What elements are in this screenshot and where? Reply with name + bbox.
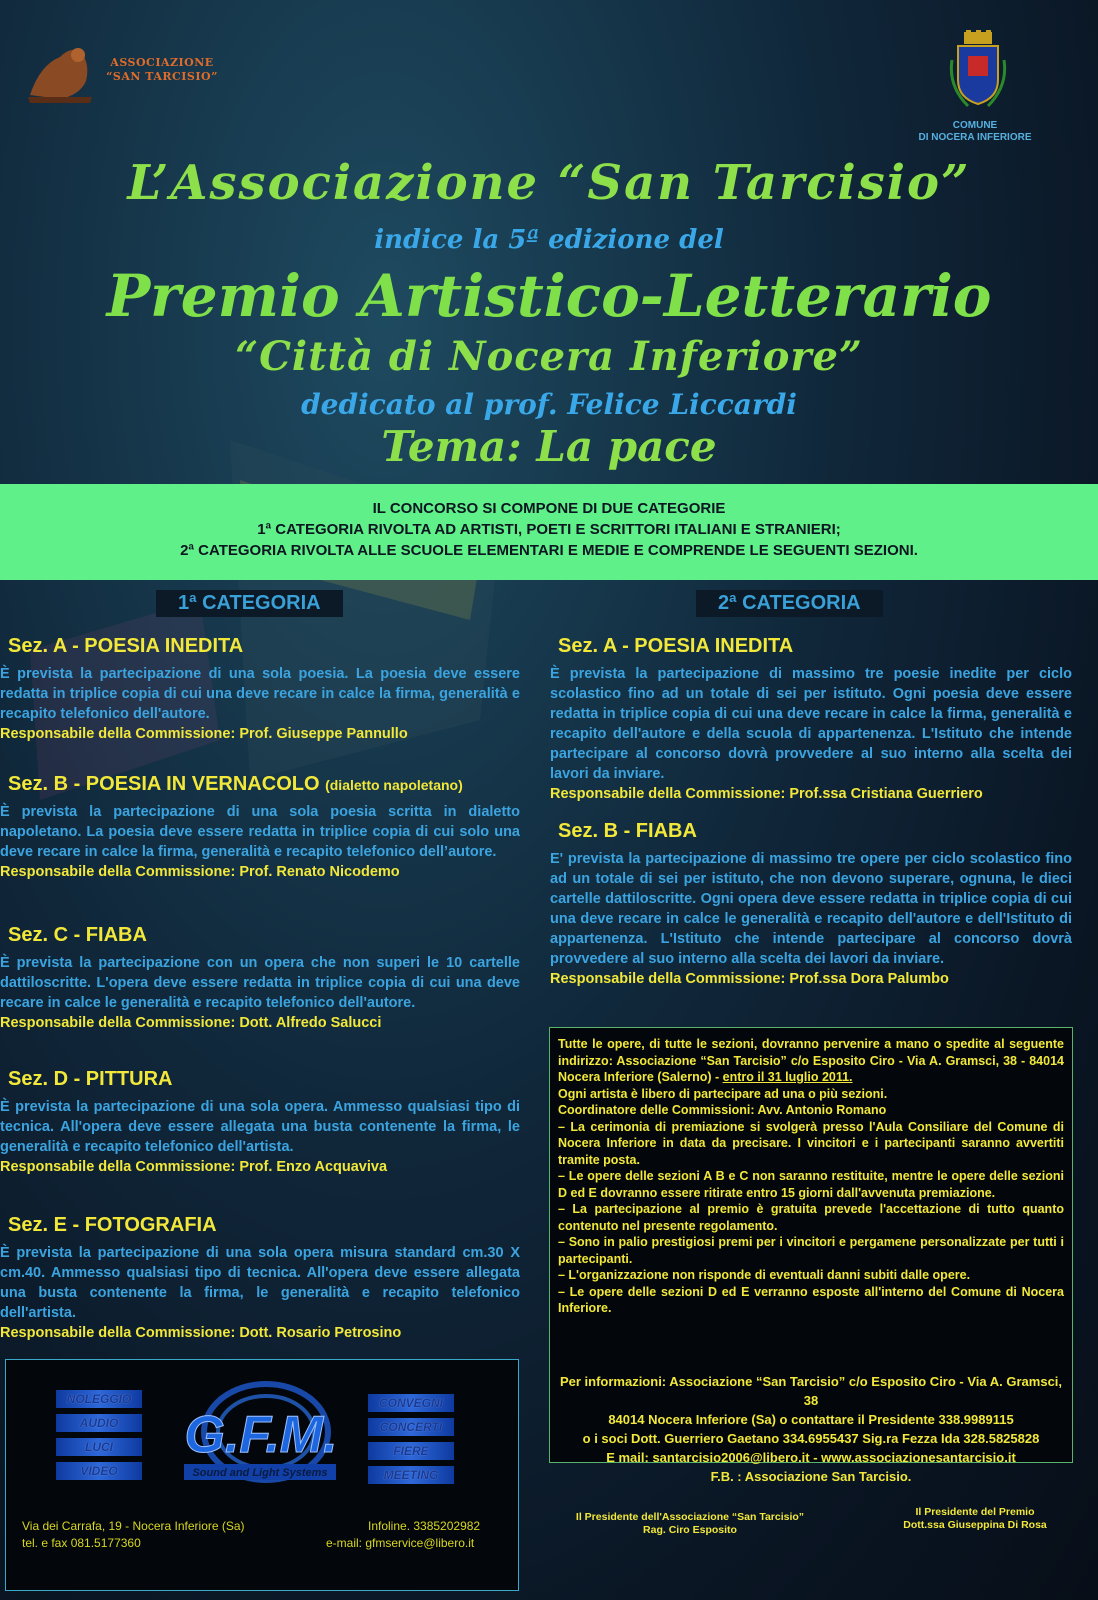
association-title: L’Associazione “San Tarcisio” [127, 155, 971, 211]
section-title-text: Sez. C - FIABA [8, 924, 147, 946]
section-title [8, 773, 520, 796]
section-responsible: Responsabile della Commissione: Prof.ssa Dora Palumbo [550, 971, 949, 987]
section-body: È prevista la partecipazione di massimo tre poesie inedite per ciclo scolastico fino ad un totale di sei per istituto. Ogni poesia deve essere redatta in triplice copia di cui una deve recare in calce la firma, generalità e recapito dell'autore e della scuola di appartenenza. L'Istituto che intende partecipare al concorso dovrà provvedere al suo interno alla scelta dei lavori da inviare. [550, 666, 1072, 782]
rule-item: Coordinatore delle Commissioni: Avv. Antonio Romano [558, 1103, 887, 1117]
sponsor-tag: MEETING [368, 1466, 454, 1484]
section-title-text: Sez. D - PITTURA [8, 1068, 173, 1090]
comune-line2: DI NOCERA INFERIORE [918, 132, 1032, 143]
rule-item: – La partecipazione al premio è gratuita prevede l'accettazione di tutto quanto contenuto nel presente regolamento. [558, 1202, 1064, 1233]
rule-item: – Le opere delle sezioni A B e C non saranno restituite, mentre le opere delle sezioni D ed E dovranno essere ritirate entro 15 giorni dall'avvenuta premiazione. [558, 1169, 1064, 1200]
category-2-heading: 2ª CATEGORIA [696, 590, 883, 617]
section-title-text: Sez. B - FIABA [558, 820, 697, 842]
contact-line: F.B. : Associazione San Tarcisio. [710, 1469, 912, 1484]
signature-role: Il Presidente del Premio [915, 1506, 1035, 1518]
section-body: È prevista la partecipazione di una sola poesia. La poesia deve essere redatta in triplice copia di cui una deve recare in calce la firma, generalità e recapito telefonico dell'autore. [0, 666, 520, 722]
cat1-section-e [0, 1214, 520, 1343]
gfm-logo-text: G.F.M. [184, 1406, 338, 1464]
section-title-note: (dialetto napoletano) [325, 777, 463, 793]
association-logo-line1: ASSOCIAZIONE [110, 56, 214, 69]
section-title-text: Sez. B - POESIA IN VERNACOLO [8, 773, 320, 795]
banner-line1: IL CONCORSO SI COMPONE DI DUE CATEGORIE [372, 500, 726, 517]
signature-name: Dott.ssa Giuseppina Di Rosa [903, 1519, 1047, 1531]
rule-item: Ogni artista è libero di partecipare ad una o più sezioni. [558, 1086, 888, 1101]
comune-line1: COMUNE [952, 120, 998, 131]
sponsor-tag: LUCI [56, 1438, 142, 1456]
cat2-section-a [550, 635, 1072, 804]
section-title [8, 635, 520, 658]
rules-text [558, 1036, 1064, 1317]
sponsor-phone: tel. e fax 081.5177360 [22, 1536, 141, 1550]
section-title [558, 635, 1072, 658]
section-responsible: Responsabile della Commissione: Prof.ssa Cristiana Guerriero [550, 786, 983, 802]
cat1-section-c [0, 924, 520, 1033]
contact-info [558, 1372, 1064, 1486]
signature-role: Il Presidente dell'Associazione “San Tarcisio” [575, 1511, 805, 1523]
rules-info-box [549, 1027, 1073, 1484]
theme-title: Tema: La pace [381, 422, 717, 471]
sponsor-tag: FIERE [368, 1442, 454, 1460]
prize-title: Premio Artistico-Letterario [106, 262, 992, 330]
association-logo-text [92, 56, 232, 84]
rule-item: – Le opere delle sezioni D ed E verranno esposte all'interno del Comune di Nocera Inferiore. [558, 1284, 1064, 1315]
sponsor-email: e-mail: gfmservice@libero.it [326, 1536, 475, 1550]
cat1-section-a [0, 635, 520, 744]
gfm-logo-subtitle: Sound and Light Systems [192, 1467, 328, 1479]
banner-line2: 1ª CATEGORIA RIVOLTA AD ARTISTI, POETI E SCRITTORI ITALIANI E STRANIERI; [257, 521, 841, 538]
deadline-text: entro il 31 luglio 2011. [722, 1070, 853, 1084]
section-body: E' prevista la partecipazione di massimo tre opere per ciclo scolastico fino ad un totale di sei per istituto, che non devono superare, ognuna, le dieci cartelle dattiloscritte. Ogni opera deve essere redatta in triplice copia di cui una deve recare in calce le generalità e recapito dell'autore e dell'Istituto di appartenenza. L'Istituto che intende partecipare al concorso dovrà provvedere al suo interno alla scelta dei lavori da inviare. [550, 851, 1072, 967]
gfm-logo [176, 1380, 346, 1492]
section-title [8, 1068, 520, 1091]
signature-name: Rag. Ciro Esposito [643, 1524, 737, 1536]
edition-subtitle: indice la 5ª edizione del [374, 225, 724, 255]
section-body: È prevista la partecipazione di una sola poesia scritta in dialetto napoletano. La poesia deve essere redatta in triplice copia di cui solo una deve recare in calce la firma, generalità e recapito telefonico dell’autore. [0, 804, 520, 860]
sponsor-box [5, 1359, 519, 1591]
section-title-text: Sez. E - FOTOGRAFIA [8, 1214, 217, 1236]
categories-banner [0, 484, 1098, 580]
contact-line: Per informazioni: Associazione “San Tarcisio” c/o Esposito Ciro - Via A. Gramsci, 38 [559, 1374, 1063, 1408]
comune-label [910, 120, 1040, 144]
rule-item: – Sono in palio prestigiosi premi per i vincitori e pergamene personalizzate per tutti i partecipanti. [558, 1235, 1064, 1266]
contact-line: o i soci Dott. Guerriero Gaetano 334.6955437 Sig.ra Fezza Ida 328.5825828 [582, 1431, 1040, 1446]
city-title: “Città di Nocera Inferiore” [235, 333, 863, 380]
sponsor-tag: NOLEGGIO [56, 1390, 142, 1408]
contact-email-line: E mail: santarcisio2006@libero.it - www.associazionesantarcisio.it [606, 1450, 1016, 1465]
rules-intro-text: Tutte le opere, di tutte le sezioni, dovranno pervenire a mano o spedite al seguente indirizzo: Associazione “San Tarcisio” c/o Esposito Ciro - Via A. Gramsci, 38 - 84014 Nocera Inferiore (Salerno) - [558, 1037, 1064, 1084]
section-title-text: Sez. A - POESIA INEDITA [8, 635, 244, 657]
section-responsible: Responsabile della Commissione: Dott. Alfredo Salucci [0, 1015, 382, 1031]
sponsor-tag: CONCERTI [368, 1418, 454, 1436]
section-responsible: Responsabile della Commissione: Dott. Rosario Petrosino [0, 1325, 402, 1341]
rule-item: – L'organizzazione non risponde di eventuali danni subiti dalle opere. [558, 1268, 971, 1282]
category-1-heading: 1ª CATEGORIA [156, 590, 343, 617]
cat1-section-d [0, 1068, 520, 1177]
saint-statue-logo [20, 35, 100, 105]
section-title [558, 820, 1072, 843]
section-responsible: Responsabile della Commissione: Prof. Enzo Acquaviva [0, 1159, 388, 1175]
section-title [8, 924, 520, 947]
prize-president-signature [880, 1506, 1070, 1532]
sponsor-infoline: Infoline. 3385202982 [368, 1519, 481, 1533]
section-body: È prevista la partecipazione di una sola opera. Ammesso qualsiasi tipo di tecnica. All'opera deve essere allegata una busta contenente la firma, le generalità e recapito telefonico dell'artista. [0, 1099, 520, 1155]
association-president-signature [555, 1511, 825, 1537]
rule-item: – La cerimonia di premiazione si svolgerà presso l'Aula Consiliare del Comune di Nocera Inferiore in data da precisare. I vincitori e i partecipanti saranno avvertiti tramite posta. [558, 1119, 1064, 1167]
sponsor-tag: VIDEO [56, 1462, 142, 1480]
association-logo-line2: “SAN TARCISIO” [106, 70, 218, 83]
section-body: È prevista la partecipazione di una sola opera misura standard cm.30 X cm.40. Ammesso qualsiasi tipo di tecnica. All'opera deve essere allegata una busta contenente la firma, le generalità e recapito telefonico dell'artista. [0, 1245, 520, 1321]
section-responsible: Responsabile della Commissione: Prof. Giuseppe Pannullo [0, 726, 408, 742]
section-body: È prevista la partecipazione con un opera che non superi le 10 cartelle dattiloscritte. L'opera deve essere redatta in triplice copia di cui una deve recare in calce le generalità e recapito telefonico dell'autore. [0, 955, 520, 1011]
sponsor-tag: AUDIO [56, 1414, 142, 1432]
banner-line3: 2ª CATEGORIA RIVOLTA ALLE SCUOLE ELEMENTARI E MEDIE E COMPRENDE LE SEGUENTI SEZIONI. [180, 542, 918, 559]
section-title [8, 1214, 520, 1237]
cat1-section-b [0, 773, 520, 882]
section-responsible: Responsabile della Commissione: Prof. Renato Nicodemo [0, 864, 400, 880]
sponsor-address: Via dei Carrafa, 19 - Nocera Inferiore (Sa) [22, 1519, 245, 1533]
comune-crest-icon [948, 30, 1008, 112]
section-title-text: Sez. A - POESIA INEDITA [558, 635, 794, 657]
dedication-line: dedicato al prof. Felice Liccardi [301, 388, 797, 421]
sponsor-tag: CONVEGNI [368, 1394, 454, 1412]
cat2-section-b [550, 820, 1072, 989]
contact-line: 84014 Nocera Inferiore (Sa) o contattare il Presidente 338.9989115 [608, 1412, 1014, 1427]
rules-intro [558, 1036, 1064, 1086]
